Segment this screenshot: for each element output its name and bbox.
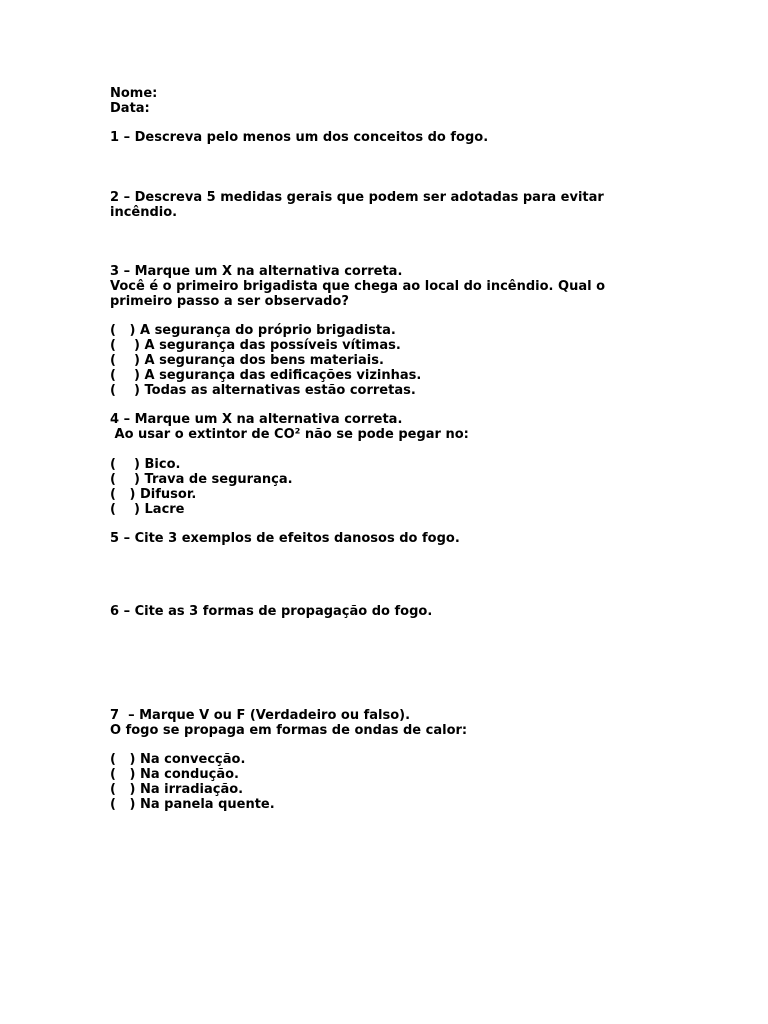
question-1: 1 – Descreva pelo menos um dos conceitos do fogo. <box>110 130 489 145</box>
question-4-option-b: ( ) Trava de segurança. <box>110 472 293 487</box>
question-7-line-2: O fogo se propaga em formas de ondas de calor: <box>110 723 468 738</box>
question-3-line-2: Você é o primeiro brigadista que chega ao local do incêndio. Qual o <box>110 279 606 294</box>
question-7-option-a: ( ) Na convecção. <box>110 752 246 767</box>
question-3-line-1: 3 – Marque um X na alternativa correta. <box>110 264 403 279</box>
question-7-option-c: ( ) Na irradiação. <box>110 782 244 797</box>
question-4-option-c: ( ) Difusor. <box>110 487 197 502</box>
question-3-option-c: ( ) A segurança dos bens materiais. <box>110 353 384 368</box>
question-3-option-e: ( ) Todas as alternativas estão corretas. <box>110 383 416 398</box>
question-4-line-1: 4 – Marque um X na alternativa correta. <box>110 412 403 427</box>
question-3-option-d: ( ) A segurança das edificações vizinhas. <box>110 368 422 383</box>
question-4-line-2: Ao usar o extintor de CO² não se pode pegar no: <box>110 427 469 442</box>
question-6: 6 – Cite as 3 formas de propagação do fogo. <box>110 604 433 619</box>
question-5: 5 – Cite 3 exemplos de efeitos danosos do fogo. <box>110 531 460 546</box>
question-4-option-a: ( ) Bico. <box>110 457 181 472</box>
question-2-line-1: 2 – Descreva 5 medidas gerais que podem ser adotadas para evitar <box>110 190 604 205</box>
question-2-line-2: incêndio. <box>110 205 178 220</box>
question-3-option-a: ( ) A segurança do próprio brigadista. <box>110 323 396 338</box>
name-label: Nome: <box>110 86 158 101</box>
question-4-option-d: ( ) Lacre <box>110 502 185 517</box>
question-7-line-1: 7 – Marque V ou F (Verdadeiro ou falso). <box>110 708 411 723</box>
date-label: Data: <box>110 101 150 116</box>
question-3-line-3: primeiro passo a ser observado? <box>110 294 349 309</box>
question-3-option-b: ( ) A segurança das possíveis vítimas. <box>110 338 401 353</box>
question-7-option-d: ( ) Na panela quente. <box>110 797 275 812</box>
question-7-option-b: ( ) Na condução. <box>110 767 239 782</box>
